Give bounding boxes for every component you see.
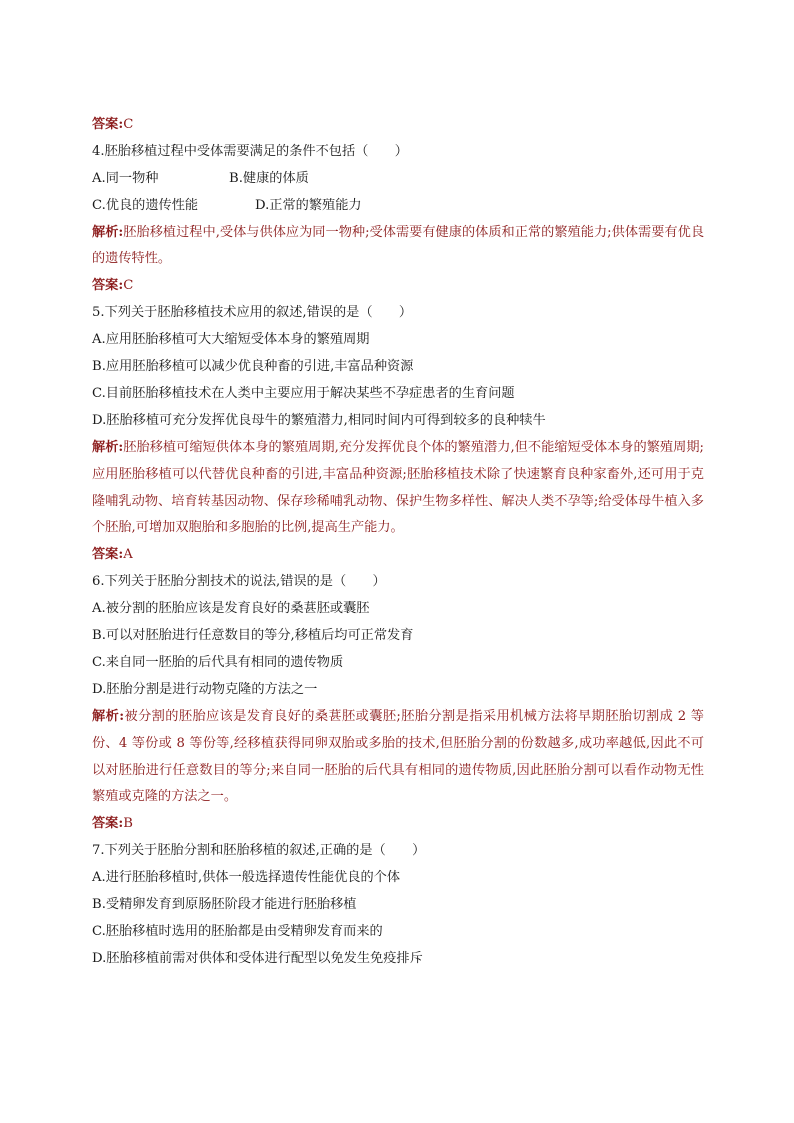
option-c: C.优良的遗传性能 bbox=[92, 197, 199, 213]
explain-text: 胚胎移植可缩短供体本身的繁殖周期,充分发挥优良个体的繁殖潜力,但不能缩短受体本身的繁殖周期;应用胚胎移植可以代替优良种畜的引进,丰富品种资源;胚胎移植技术除了快速繁育良种家畜外,还可用于克隆哺乳动物、培育转基因动物、保存珍稀哺乳动物、保护生物多样性、解决人类不孕等;给受体母牛植入多个胚胎,可增加双胞胎和多胞胎的比例,提高生产能力。 bbox=[92, 439, 704, 536]
answer-label: 答案: bbox=[92, 278, 124, 294]
answer-label: 答案: bbox=[92, 547, 124, 563]
option-a: A.进行胚胎移植时,供体一般选择遗传性能优良的个体 bbox=[92, 870, 401, 886]
answer-line bbox=[92, 542, 704, 569]
question-stem: 4.胚胎移植过程中受体需要满足的条件不包括（ ） bbox=[92, 143, 408, 159]
explanation bbox=[92, 220, 704, 274]
question-stem: 7.下列关于胚胎分割和胚胎移植的叙述,正确的是（ ） bbox=[92, 843, 426, 859]
answer-label: 答案: bbox=[92, 816, 124, 832]
option-d: D.胚胎移植可充分发挥优良母牛的繁殖潜力,相同时间内可得到较多的良种犊牛 bbox=[92, 412, 546, 428]
option-c: C.来自同一胚胎的后代具有相同的遗传物质 bbox=[92, 654, 344, 670]
question-stem: 5.下列关于胚胎移植技术应用的叙述,错误的是（ ） bbox=[92, 305, 413, 321]
option-a: A.同一物种 bbox=[92, 170, 159, 186]
question-stem: 6.下列关于胚胎分割技术的说法,错误的是（ ） bbox=[92, 574, 386, 590]
explanation bbox=[92, 704, 704, 812]
answer-value: C bbox=[123, 117, 134, 132]
option-a: A.被分割的胚胎应该是发育良好的桑葚胚或囊胚 bbox=[92, 601, 370, 617]
option-b: B.应用胚胎移植可以减少优良种畜的引进,丰富品种资源 bbox=[92, 359, 414, 375]
option-d: D.胚胎移植前需对供体和受体进行配型以免发生免疫排斥 bbox=[92, 950, 423, 966]
explain-label: 解析: bbox=[92, 439, 124, 455]
explain-label: 解析: bbox=[92, 224, 124, 240]
answer-value: C bbox=[123, 278, 134, 294]
option-c: C.胚胎移植时选用的胚胎都是由受精卵发育而来的 bbox=[92, 923, 383, 939]
option-a: A.应用胚胎移植可大大缩短受体本身的繁殖周期 bbox=[92, 332, 370, 348]
option-b: B.可以对胚胎进行任意数目的等分,移植后均可正常发育 bbox=[92, 628, 414, 644]
option-row bbox=[92, 166, 704, 193]
explain-label: 解析: bbox=[92, 708, 125, 724]
answer-line bbox=[92, 811, 704, 838]
option-b: B.健康的体质 bbox=[229, 170, 309, 186]
option-d: D.正常的繁殖能力 bbox=[255, 197, 362, 213]
option-c: C.目前胚胎移植技术在人类中主要应用于解决某些不孕症患者的生育问题 bbox=[92, 385, 515, 401]
option-d: D.胚胎分割是进行动物克隆的方法之一 bbox=[92, 681, 318, 697]
explanation bbox=[92, 435, 704, 543]
option-row bbox=[92, 193, 704, 220]
answer-line bbox=[92, 112, 704, 139]
answer-label: 答案: bbox=[92, 117, 124, 132]
answer-value: B bbox=[123, 816, 133, 832]
explain-text: 被分割的胚胎应该是发育良好的桑葚胚或囊胚;胚胎分割是指采用机械方法将早期胚胎切割成 2 等份、4 等份或 8 等份等,经移植获得同卵双胎或多胎的技术,但胚胎分割的份数越多,成功率越低,因此不可以对胚胎进行任意数目的等分;来自同一胚胎的后代具有相同的遗传物质,因此胚胎分割可以看作动物无性繁殖或克隆的方法之一。 bbox=[92, 708, 704, 805]
explain-text: 胚胎移植过程中,受体与供体应为同一物种;受体需要有健康的体质和正常的繁殖能力;供体需要有优良的遗传特性。 bbox=[92, 224, 705, 267]
answer-line bbox=[92, 273, 704, 300]
answer-value: A bbox=[123, 547, 133, 563]
option-b: B.受精卵发育到原肠胚阶段才能进行胚胎移植 bbox=[92, 896, 357, 912]
document-body bbox=[92, 112, 704, 973]
